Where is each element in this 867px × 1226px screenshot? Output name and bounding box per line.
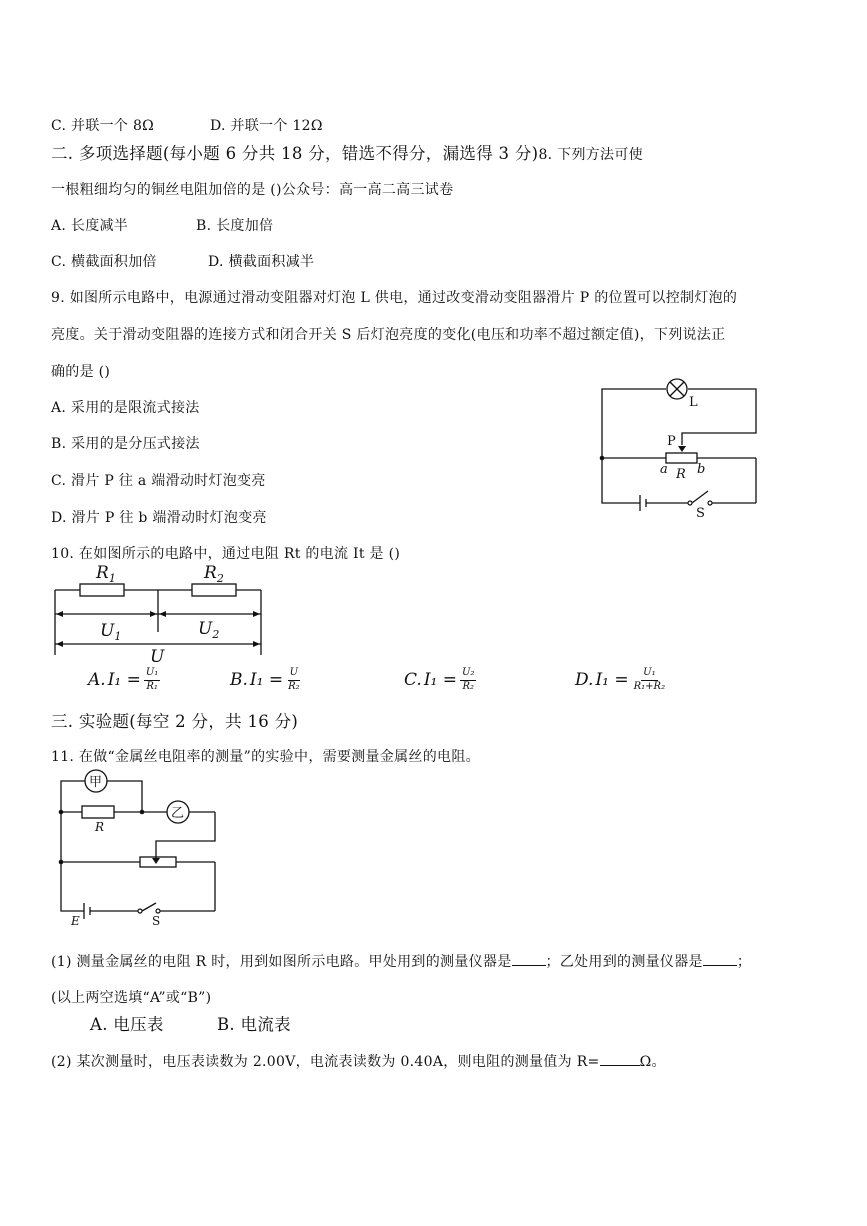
- label-jia: 甲: [89, 775, 103, 790]
- question-8-start: 8. 下列方法可使: [538, 147, 643, 163]
- q8-option-a: A. 长度减半: [51, 218, 129, 234]
- svg-text:U2: $U_2$: [198, 619, 220, 641]
- q9-option-a: A. 采用的是限流式接法: [51, 400, 200, 416]
- question-8-stem: 一根粗细均匀的铜丝电阻加倍的是 ()公众号：高一高二高三试卷: [51, 182, 454, 198]
- question-11-hint: (以上两空选填“A”或“B”): [51, 990, 212, 1006]
- q9-circuit-diagram: [590, 375, 770, 520]
- option-c-parallel-8: C. 并联一个 8Ω: [51, 118, 155, 134]
- question-9-line3: 确的是 (): [51, 364, 111, 380]
- label-L: L: [689, 395, 698, 410]
- section-2-title: 二. 多项选择题(每小题 6 分共 18 分，错选不得分，漏选得 3 分): [51, 144, 539, 163]
- label-b: b: [697, 462, 706, 477]
- label-P: P: [667, 434, 676, 449]
- answer-blank-jia[interactable]: [512, 951, 546, 966]
- label-R1: R: [96, 563, 109, 583]
- label-S: S: [152, 914, 161, 928]
- q11-option-b: B. 电流表: [217, 1015, 291, 1034]
- rheostat-icon: [666, 453, 697, 463]
- label-S: S: [696, 506, 705, 521]
- label-R2: R: [204, 563, 217, 583]
- q10-option-a: A. I₁ = $\frac{\text{U₁}}{\text{R₁}}$: [88, 667, 159, 692]
- section-3-heading: 三. 实验题(每空 2 分，共 16 分): [51, 712, 299, 731]
- label-U: U: [150, 647, 165, 667]
- q9-option-b: B. 采用的是分压式接法: [51, 436, 200, 452]
- question-9-line2: 亮度。关于滑动变阻器的连接方式和闭合开关 S 后灯泡亮度的变化(电压和功率不超过额定值)，下列说法正: [51, 327, 726, 343]
- q11-circuit-diagram: [52, 765, 227, 928]
- answer-blank-yi[interactable]: [703, 951, 737, 966]
- q10-option-d: D. I₁ = $\frac{\text{U₁}}{\text{R₁+R₂}}$: [575, 667, 666, 692]
- q8-option-c: C. 横截面积加倍: [51, 254, 157, 270]
- junction-dot: [600, 456, 605, 461]
- q8-option-d: D. 横截面积减半: [208, 254, 315, 270]
- question-9-line1: 9. 如图所示电路中，电源通过滑动变阻器对灯泡 L 供电，通过改变滑动变阻器滑片 P 的位置可以控制灯泡的: [51, 290, 738, 306]
- label-a: a: [660, 462, 668, 477]
- label-R: R: [95, 820, 105, 834]
- label-U1: U: [100, 621, 115, 641]
- q9-option-d: D. 滑片 P 往 b 端滑动时灯泡变亮: [51, 510, 267, 526]
- q11-option-a: A. 电压表: [90, 1015, 164, 1034]
- question-11-part1: (1) 测量金属丝的电阻 R 时，用到如图所示电路。甲处用到的测量仪器是 ；乙处用到的测量仪器是 ；: [51, 951, 751, 971]
- q10-circuit-diagram: [52, 560, 267, 665]
- q9-option-c: C. 滑片 P 往 a 端滑动时灯泡变亮: [51, 473, 266, 489]
- label-R: R: [676, 467, 686, 482]
- question-10-stem: 10. 在如图所示的电路中，通过电阻 Rt 的电流 It 是 (): [51, 546, 401, 562]
- section-2-heading: [51, 140, 643, 164]
- q8-option-b: B. 长度加倍: [196, 218, 274, 234]
- svg-text:R1: $R_1$: [96, 563, 116, 585]
- svg-text:U1: $U_1$: [100, 621, 122, 643]
- label-U2: U: [198, 619, 213, 639]
- q10-option-b: B. I₁ = $\frac{U}{\text{R₂}}$: [230, 667, 300, 692]
- answer-blank-resistance[interactable]: [600, 1051, 640, 1066]
- option-d-parallel-12: D. 并联一个 12Ω: [210, 118, 323, 134]
- question-11-stem: 11. 在做“金属丝电阻率的测量”的实验中，需要测量金属丝的电阻。: [51, 749, 480, 765]
- question-11-part2: (2) 某次测量时，电压表读数为 2.00V，电流表读数为 0.40A，则电阻的测量值为 R= Ω。: [51, 1051, 666, 1071]
- q10-option-c: C. I₁ = $\frac{\text{U₂}}{\text{R₂}}$: [404, 667, 475, 692]
- svg-text:R2: $R_2$: [204, 563, 224, 585]
- label-yi: 乙: [171, 806, 185, 821]
- label-E: E: [71, 914, 80, 928]
